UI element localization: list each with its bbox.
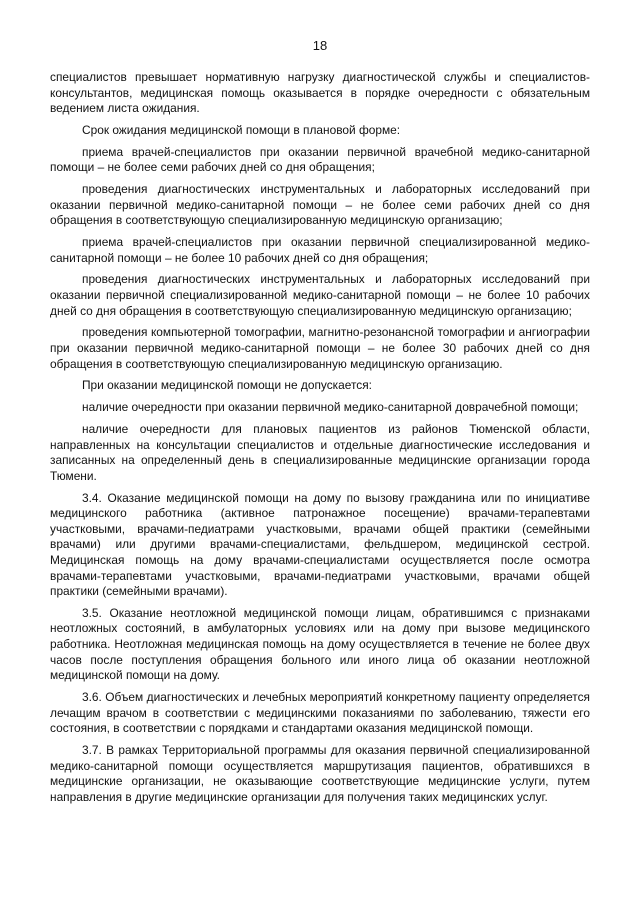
paragraph-not-allowed-heading: При оказании медицинской помощи не допускается: bbox=[82, 378, 372, 393]
section-3-4: 3.4. Оказание медицинской помощи на дому по вызову гражданина или по инициативе медицинского работника (активное патронажное посещение) врачами-терапевтами участковыми, врачами-педиатрами участковыми, врачами общей практики (семейными врачами) или другими врачами-специалистами, фельдшером, медицинской сестрой. Медицинская помощь на дому врачами-специалистами осуществляется после осмотра врачами-терапевтами участковыми, врачами-педиатрами участковыми, врачами общей практики (семейными врачами). bbox=[50, 490, 590, 599]
paragraph-item: приема врачей-специалистов при оказании первичной врачебной медико-санитарной помощи – не более семи рабочих дней со дня обращения; bbox=[50, 144, 590, 175]
paragraph-item: приема врачей-специалистов при оказании первичной специализированной медико-санитарной помощи – не более 10 рабочих дней со дня обращения; bbox=[50, 235, 590, 265]
paragraph-item: наличие очередности при оказании первичной медико-санитарной доврачебной помощи; bbox=[82, 400, 579, 415]
document-body bbox=[50, 70, 590, 812]
paragraph-item: проведения диагностических инструментальных и лабораторных исследований при оказании первичной специализированной медико-санитарной помощи – не более 10 рабочих дней со дня обращения в соответствующую специализированную медицинскую организацию; bbox=[50, 272, 590, 318]
paragraph-item: наличие очередности для плановых пациентов из районов Тюменской области, направленных на консультации специалистов и отдельные диагностические исследования и записанных на определенный день в специализированные медицинские организации города Тюмени. bbox=[50, 421, 590, 483]
paragraph-waiting-period-heading: Срок ожидания медицинской помощи в плановой форме: bbox=[82, 122, 401, 137]
section-3-7: 3.7. В рамках Территориальной программы для оказания первичной специализированной медико-санитарной помощи осуществляется маршрутизация пациентов, обратившихся в медицинские организации, не оказывающие соответствующие медицинские услуги, путем направления в другие медицинские организации для получения таких медицинских услуг. bbox=[50, 743, 590, 804]
paragraph-continuation: специалистов превышает нормативную нагрузку диагностической службы и специалистов-консультантов, медицинская помощь оказывается в порядке очередности с обязательным ведением листа ожидания. bbox=[50, 70, 590, 116]
section-3-5: 3.5. Оказание неотложной медицинской помощи лицам, обратившимся с признаками неотложных состояний, в амбулаторных условиях или на дому при вызове медицинского работника. Неотложная медицинская помощь на дому осуществляется в течение не более двух часов после поступления обращения больного или иного лица об оказании неотложной медицинской помощи на дому. bbox=[50, 605, 590, 683]
paragraph-item: проведения компьютерной томографии, магнитно-резонансной томографии и ангиографии при оказании первичной медико-санитарной помощи – не более 30 рабочих дней со дня обращения в соответствующую специализированную медицинскую организацию. bbox=[50, 325, 590, 371]
paragraph-item: проведения диагностических инструментальных и лабораторных исследований при оказании первичной медико-санитарной помощи – не более семи рабочих дней со дня обращения в соответствующую специализированную медицинскую организацию; bbox=[50, 182, 590, 228]
page-number: 18 bbox=[312, 38, 328, 53]
section-3-6: 3.6. Объем диагностических и лечебных мероприятий конкретному пациенту определяется лечащим врачом в соответствии с медицинскими показаниями по заболеванию, тяжести его состояния, в соответствии с порядками и стандартами оказания медицинской помощи. bbox=[50, 690, 590, 736]
